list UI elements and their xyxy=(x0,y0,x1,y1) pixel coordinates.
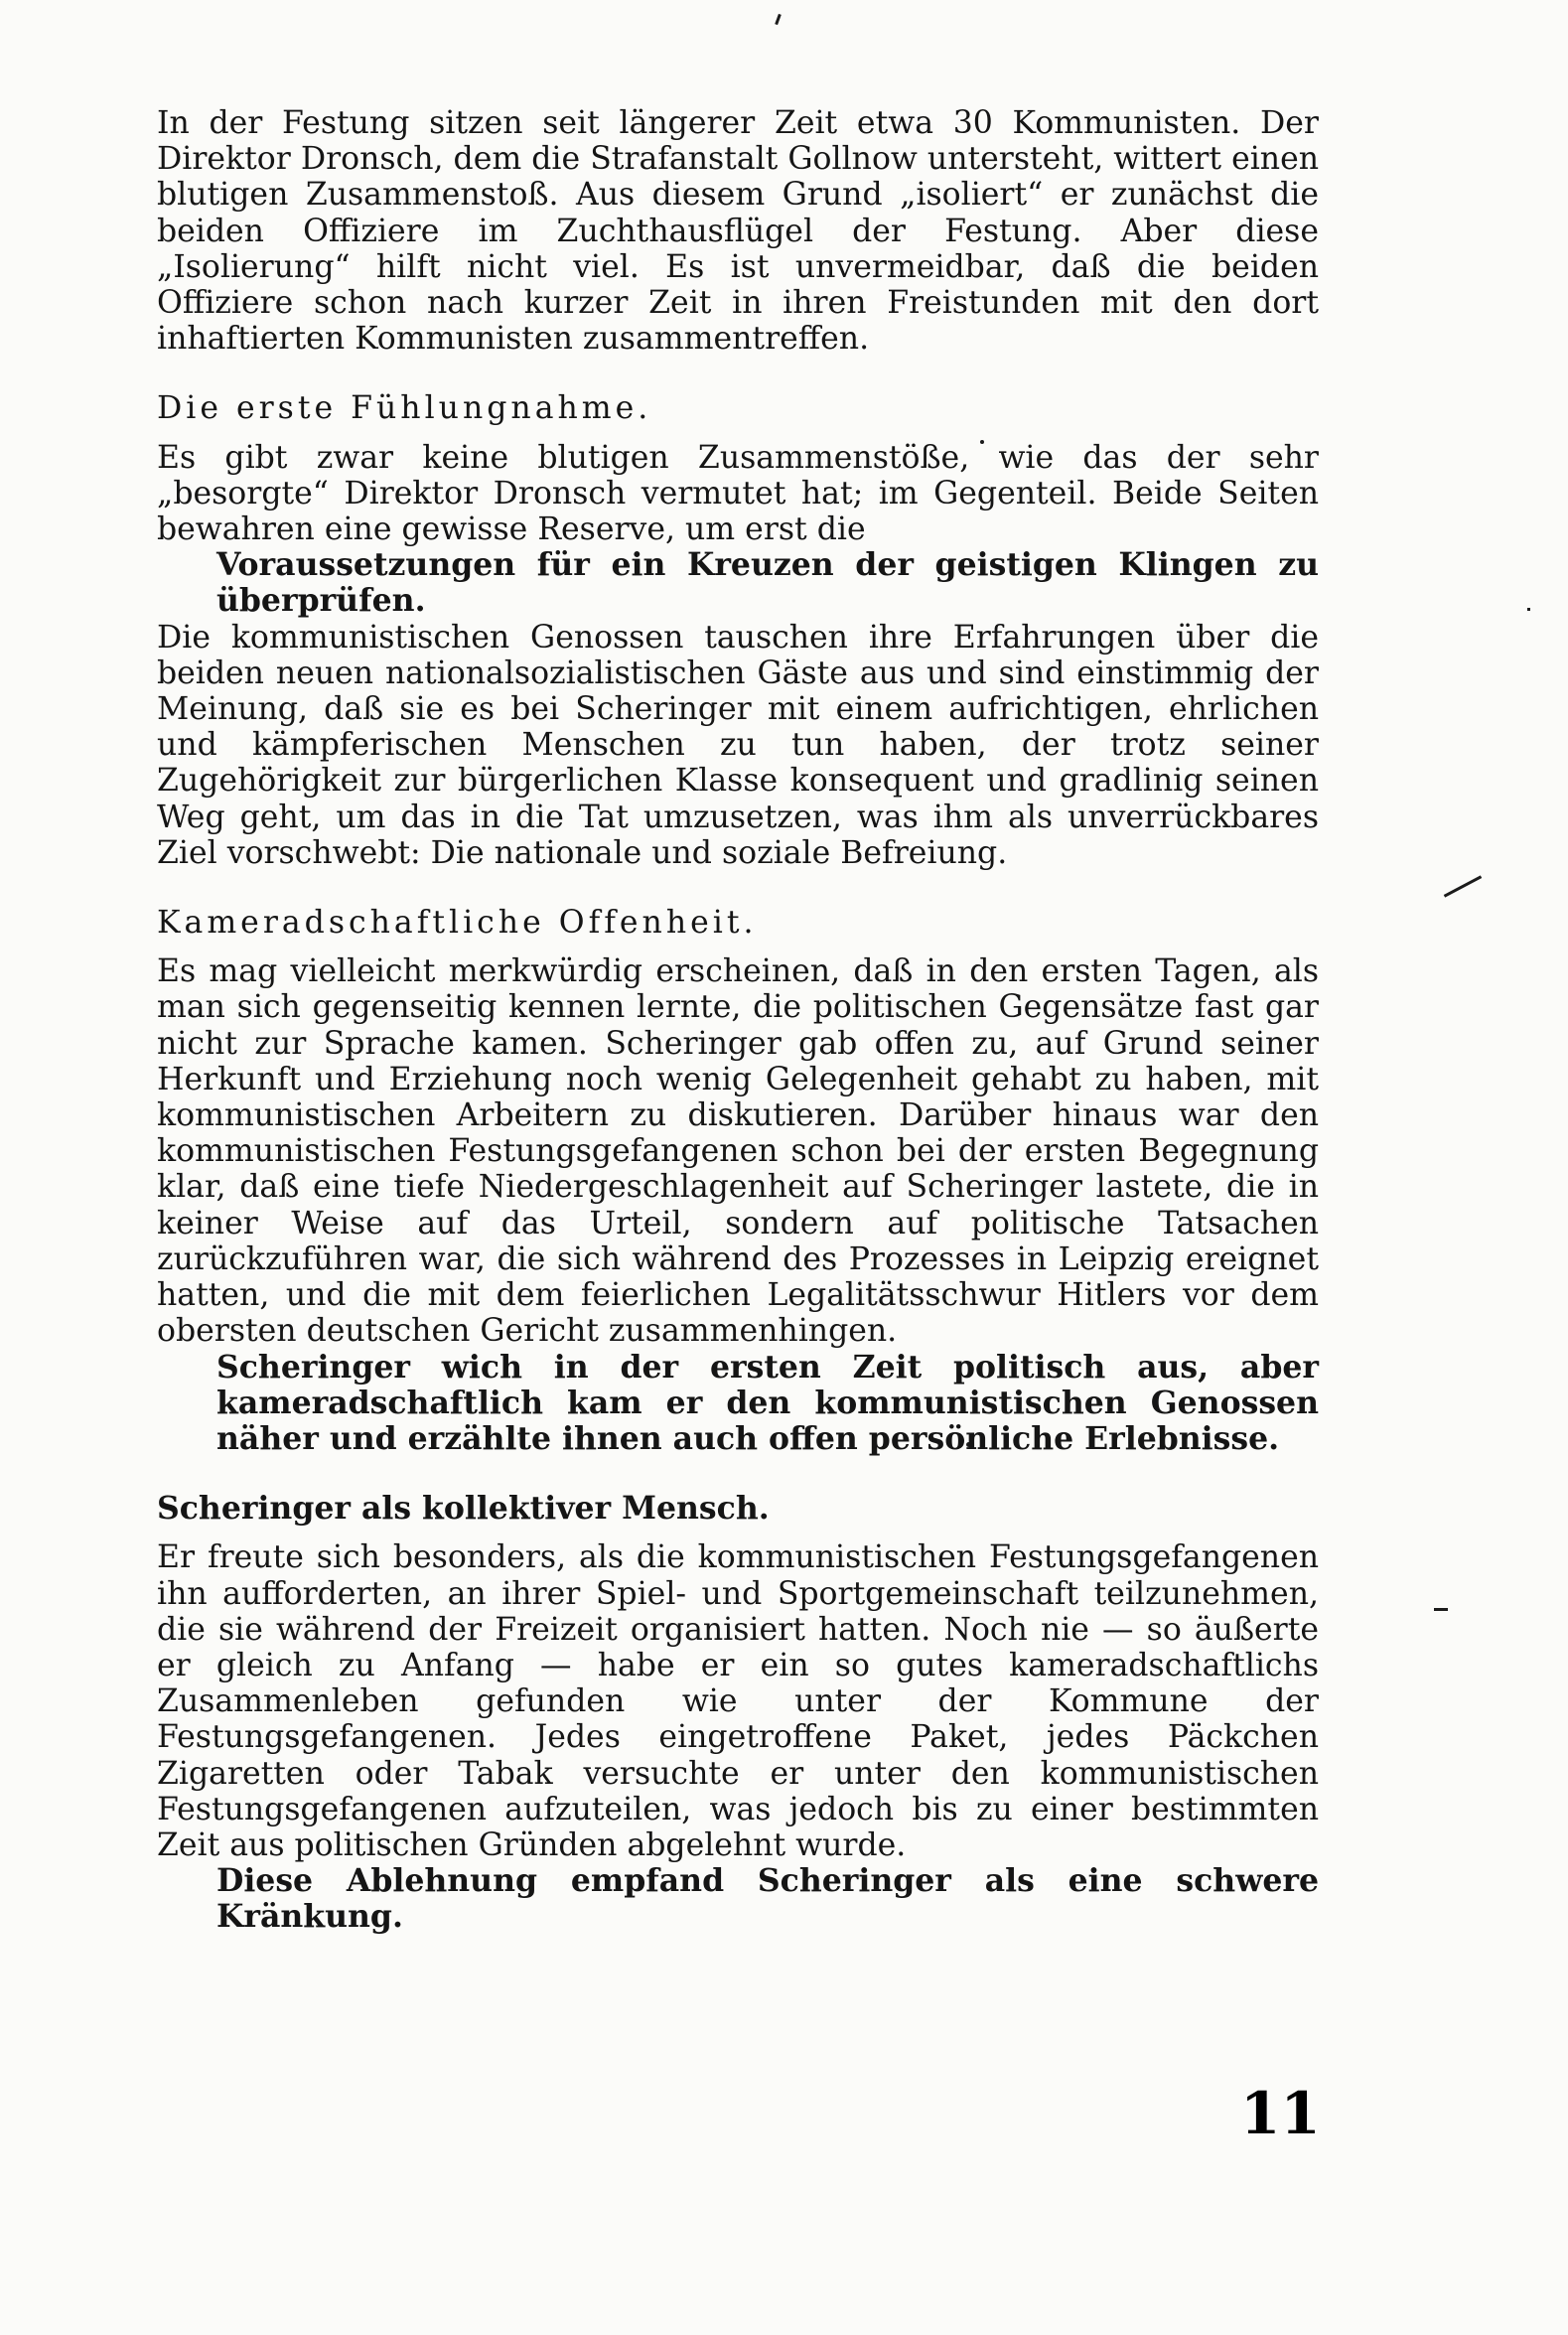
ink-speck xyxy=(775,14,782,25)
quote-voraussetzungen: Voraussetzungen für ein Kreuzen der geistigen Klingen zu überprüfen. xyxy=(216,546,1319,620)
paragraph-reserve: Es gibt zwar keine blutigen Zusammenstöße, wie das der sehr „besorgte“ Direktor Dronsch vermutet hat; im Gegenteil. Beide Seiten bewahren eine gewisse Reserve, um erst die xyxy=(157,439,1319,548)
quote-scheringer-wich: Scheringer wich in der ersten Zeit politisch aus, aber kameradschaftlich kam er den kommunistischen Genossen näher und erzählte ihnen auch offen persönliche Erlebnisse. xyxy=(216,1348,1319,1457)
ink-speck xyxy=(1444,875,1482,897)
ink-speck xyxy=(1527,608,1530,611)
page-number: 11 xyxy=(1240,2080,1321,2147)
paragraph-freute: Er freute sich besonders, als die kommunistischen Festungsgefangenen ihn aufforderten, an ihrer Spiel- und Sportgemeinschaft teilzunehmen, die sie während der Freizeit organisiert hatten. Noch nie — so äußerte er gleich zu Anfang — habe er ein so gutes kameradschaftlichs Zusammenleben gefunden wie unter der Kommune der Festungsgefangenen. Jedes eingetroffene Paket, jedes Päckchen Zigaretten oder Tabak versuchte er unter den kommunistischen Festungsgefangenen aufzuteilen, was jedoch bis zu einer bestimmten Zeit aus politischen Gründen abgelehnt wurde. xyxy=(157,1539,1319,1863)
paragraph-intro: In der Festung sitzen seit längerer Zeit etwa 30 Kommunisten. Der Direktor Dronsch, dem die Strafanstalt Gollnow untersteht, wittert einen blutigen Zusammenstoß. Aus diesem Grund „isoliert“ er zunächst die beiden Offiziere im Zuchthausflügel der Festung. Aber diese „Isolierung“ hilft nicht viel. Es ist unvermeidbar, daß die beiden Offiziere schon nach kurzer Zeit in ihren Freistunden mit den dort inhaftierten Kommunisten zusammentreffen. xyxy=(157,105,1319,358)
document-body xyxy=(157,105,1319,1936)
quote-ablehnung: Diese Ablehnung empfand Scheringer als eine schwere Kränkung. xyxy=(216,1862,1319,1936)
ink-speck xyxy=(1434,1608,1448,1611)
heading-kameradschaftliche-offenheit: Kameradschaftliche Offenheit. xyxy=(157,905,758,942)
paragraph-merkwuerdig: Es mag vielleicht merkwürdig erscheinen, daß in den ersten Tagen, als man sich gegenseitig kennen lernte, die politischen Gegensätze fast gar nicht zur Sprache kamen. Scheringer gab offen zu, auf Grund seiner Herkunft und Erziehung noch wenig Gelegenheit gehabt zu haben, mit kommunistischen Arbeitern zu diskutieren. Darüber hinaus war den kommunistischen Festungsgefangenen schon bei der ersten Begegnung klar, daß eine tiefe Niedergeschlagenheit auf Scheringer lastete, die in keiner Weise auf das Urteil, sondern auf politische Tatsachen zurückzuführen war, die sich während des Prozesses in Leipzig ereignet hatten, und die mit dem feierlichen Legalitätsschwur Hitlers vor dem obersten deutschen Gericht zusammenhingen. xyxy=(157,953,1319,1350)
heading-kollektiver-mensch: Scheringer als kollektiver Mensch. xyxy=(157,1490,770,1528)
heading-erste-fuehlungnahme: Die erste Fühlungnahme. xyxy=(157,390,652,427)
paragraph-genossen: Die kommunistischen Genossen tauschen ihre Erfahrungen über die beiden neuen nationalsozialistischen Gäste aus und sind einstimmig der Meinung, daß sie es bei Scheringer mit einem aufrichtigen, ehrlichen und kämpferischen Menschen zu tun haben, der trotz seiner Zugehörigkeit zur bürgerlichen Klasse konsequent und gradlinig seinen Weg geht, um das in die Tat umzusetzen, was ihm als unverrückbares Ziel vorschwebt: Die nationale und soziale Befreiung. xyxy=(157,619,1319,871)
